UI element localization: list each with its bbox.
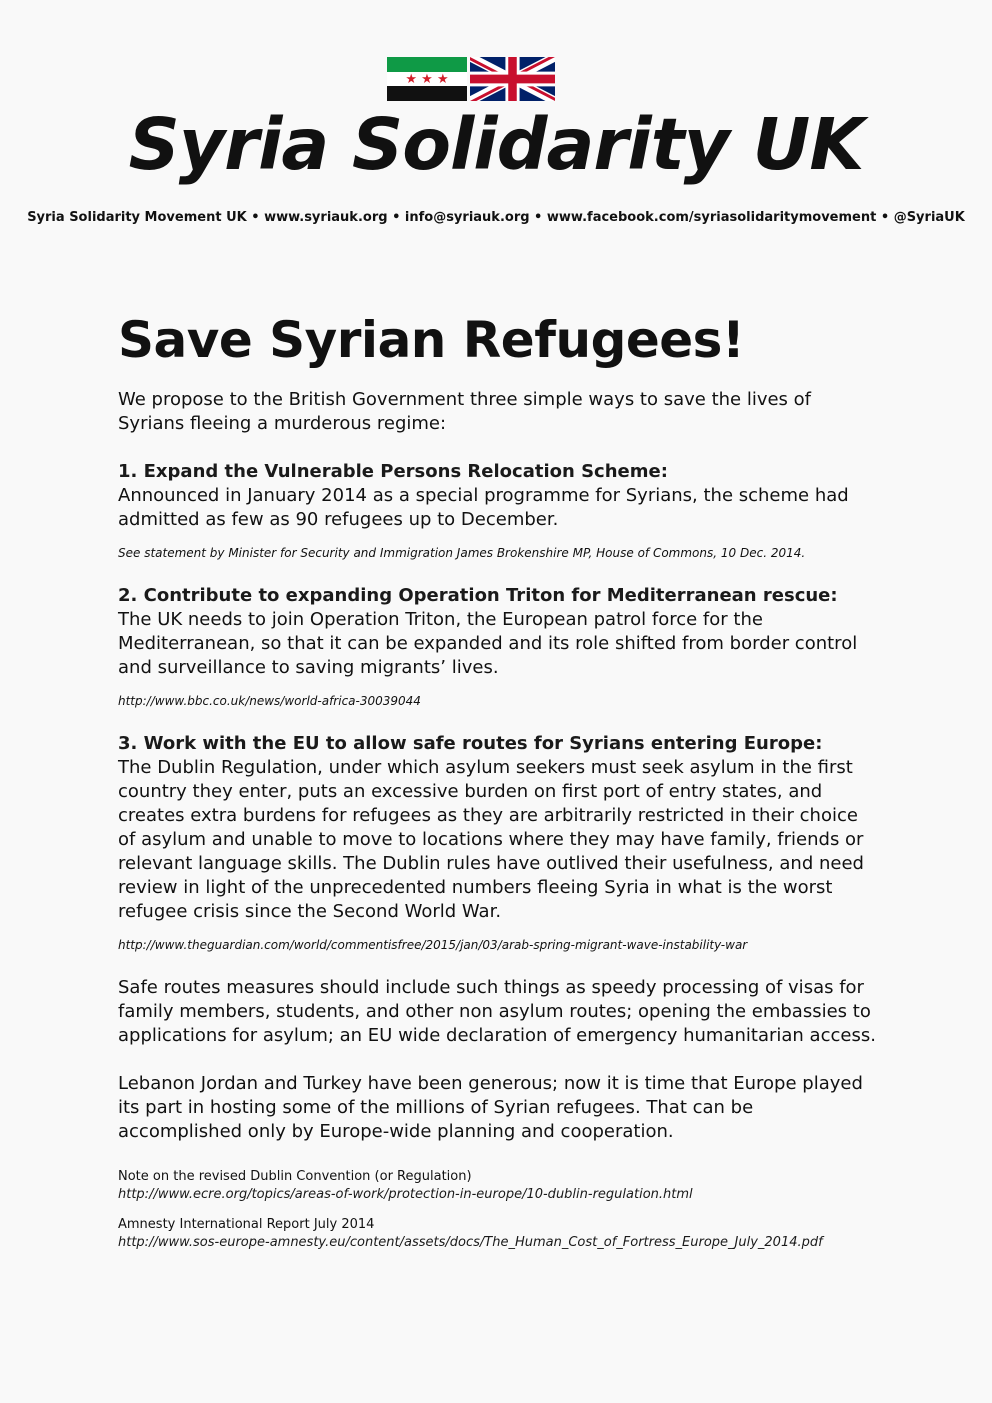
proposal-2: [118, 584, 878, 710]
flag-stars: ★ ★ ★: [405, 71, 449, 87]
page-heading: Save Syrian Refugees!: [118, 311, 745, 369]
proposal-text: Announced in January 2014 as a special programme for Syrians, the scheme had admitted as few as 90 refugees up to December.: [118, 485, 849, 530]
uk-flag-icon: [470, 57, 555, 101]
proposal-3: [118, 732, 878, 954]
proposal-heading: 3. Work with the EU to allow safe routes for Syrians entering Europe:: [118, 733, 823, 754]
reference-link[interactable]: http://www.theguardian.com/world/commentisfree/2015/jan/03/arab-spring-migrant-wave-instability-war: [118, 938, 748, 952]
reference-link[interactable]: http://www.bbc.co.uk/news/world-africa-30039044: [118, 694, 421, 708]
europe-paragraph: Lebanon Jordan and Turkey have been generous; now it is time that Europe played its part in hosting some of the millions of Syrian refugees. That can be accomplished only by Europe-wide planning and cooperation.: [118, 1073, 863, 1142]
site-title: Syria Solidarity UK: [128, 103, 864, 186]
intro-text: We propose to the British Government three simple ways to save the lives of Syrians fleeing a murderous regime:: [118, 389, 812, 434]
contact-line: Syria Solidarity Movement UK • www.syriauk.org • info@syriauk.org • www.facebook.com/syriasolidaritymovement • @SyriaUK: [27, 210, 965, 225]
proposal-reference: See statement by Minister for Security and Immigration James Brokenshire MP, House of Commons, 10 Dec. 2014.: [118, 546, 806, 560]
safe-routes-paragraph: Safe routes measures should include such things as speedy processing of visas for family members, students, and other non asylum routes; opening the embassies to applications for asylum; an EU wide declaration of emergency humanitarian access.: [118, 977, 876, 1046]
proposal-text: The Dublin Regulation, under which asylum seekers must seek asylum in the first country they enter, puts an excessive burden on first port of entry states, and creates extra burdens for refugees as they are arbitrarily restricted in their choice of asylum and unable to move to locations where they may have family, friends or relevant language skills. The Dublin rules have outlived their usefulness, and need review in light of the unprecedented numbers fleeing Syria in what is the worst refugee crisis since the Second World War.: [118, 757, 864, 922]
note-label: Note on the revised Dublin Convention (or Regulation): [118, 1169, 472, 1184]
main-content: [118, 310, 878, 1264]
note-label: Amnesty International Report July 2014: [118, 1217, 375, 1232]
flags-logo: [387, 57, 555, 101]
proposal-heading: 1. Expand the Vulnerable Persons Relocation Scheme:: [118, 461, 668, 482]
note-link[interactable]: http://www.ecre.org/topics/areas-of-work/protection-in-europe/10-dublin-regulation.html: [118, 1187, 693, 1202]
proposal-1: [118, 460, 878, 562]
note-link[interactable]: http://www.sos-europe-amnesty.eu/content/assets/docs/The_Human_Cost_of_Fortress_Europe_July_2014.pdf: [118, 1235, 823, 1250]
notes: [118, 1168, 878, 1252]
syria-revolution-flag-icon: [387, 57, 467, 101]
proposal-heading: 2. Contribute to expanding Operation Triton for Mediterranean rescue:: [118, 585, 838, 606]
proposal-text: The UK needs to join Operation Triton, the European patrol force for the Mediterranean, so that it can be expanded and its role shifted from border control and surveillance to saving migrants’ lives.: [118, 609, 858, 678]
